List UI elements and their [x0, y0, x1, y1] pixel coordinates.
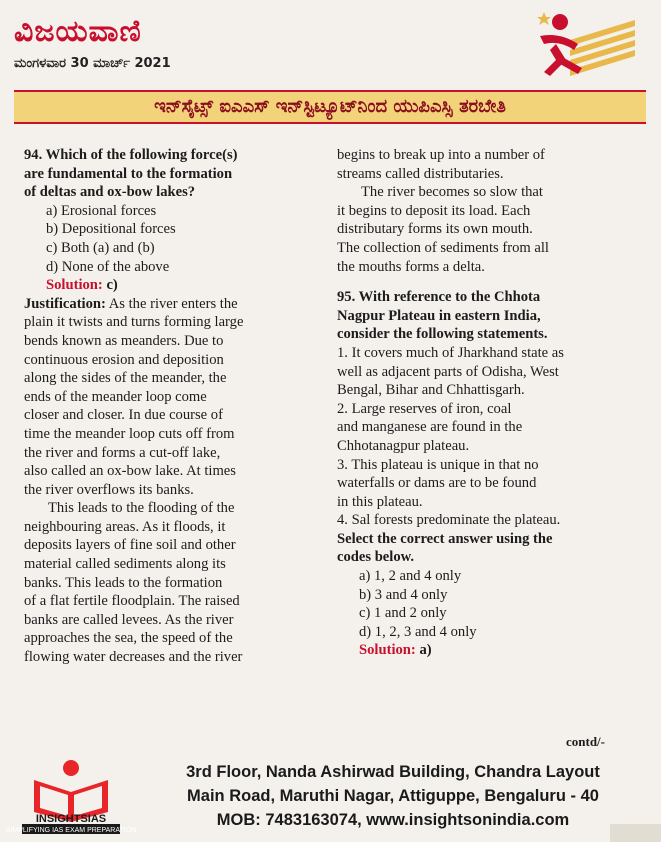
- q95-option: b) 3 and 4 only: [359, 586, 448, 603]
- contact-address: 3rd Floor, Nanda Ashirwad Building, Chandra Layout Main Road, Maruthi Nagar, Attiguppe, Bengaluru - 40 MOB: 7483163074, www.insightsonindia.com: [186, 763, 600, 829]
- footer-advert: [0, 752, 661, 842]
- q95-statement: 2. Large reserves of iron, coal and manganese are found in the Chhotanagpur plateau.: [337, 400, 523, 454]
- q94-paragraph-2: This leads to the flooding of the neighbouring areas. As it floods, it deposits layers of fine soil and other material called sediments along its banks. This leads to the formation of a flat fertile floodplain. The raised banks are called levees. As the river approaches the sea, the speed of the flowing water decreases and the river: [24, 500, 243, 666]
- q94-option: d) None of the above: [46, 258, 170, 275]
- q95-option: a) 1, 2 and 4 only: [359, 568, 462, 585]
- q94-question: 94. Which of the following force(s) are fundamental to the formation of deltas and ox-bow lakes?: [24, 147, 238, 201]
- left-column: [24, 146, 320, 667]
- q95-statement: 4. Sal forests predominate the plateau.: [337, 512, 561, 529]
- q95-options: [337, 567, 637, 641]
- banner-text: ಇನ್‌ಸೈಟ್ಸ್ ಐಎಎಸ್ ಇನ್‌ಸ್ಟಿಟ್ಯೂಟ್‌ನಿಂದ ಯುಪಿಎಸ್ಸಿ ತರಬೇತಿ: [154, 96, 506, 117]
- section-banner: [14, 90, 646, 124]
- q95-solution: Solution: a): [359, 642, 432, 659]
- q95-option: c) 1 and 2 only: [359, 605, 447, 622]
- q94-solution: Solution: c): [46, 277, 118, 294]
- q95-statements: [337, 344, 637, 530]
- q94-paragraph-4: The river becomes so slow that it begins to deposit its load. Each distributary forms its own mouth. The collection of sediments from all the mouths forms a delta.: [337, 184, 549, 275]
- q95-question: 95. With reference to the Chhota Nagpur Plateau in eastern India, consider the following statements.: [337, 289, 548, 343]
- insightsias-logo-icon: [5, 758, 137, 836]
- masthead: [0, 0, 661, 88]
- justification-label: Justification:: [24, 295, 106, 312]
- newspaper-logo-icon: [530, 10, 640, 84]
- logo-text: INSIGHTSIAS: [35, 813, 107, 825]
- q95-statement: 1. It covers much of Jharkhand state as well as adjacent parts of Odisha, West Bengal, Bihar and Chhattisgarh.: [337, 344, 564, 399]
- q95-instruction: Select the correct answer using the codes below.: [337, 530, 553, 566]
- q94-option: a) Erosional forces: [46, 202, 157, 219]
- q95-option: d) 1, 2, 3 and 4 only: [359, 623, 477, 640]
- q94-paragraph-3: begins to break up into a number of streams called distributaries.: [337, 147, 545, 182]
- q94-option: b) Depositional forces: [46, 221, 176, 238]
- issue-date: ಮಂಗಳವಾರ 30 ಮಾರ್ಚ್ 2021: [14, 56, 171, 71]
- q94-option: c) Both (a) and (b): [46, 239, 155, 256]
- page-corner-strip: [610, 824, 661, 842]
- continued-marker: contd/-: [566, 734, 605, 749]
- newspaper-title: ವಿಜಯವಾಣಿ: [14, 14, 142, 49]
- q95-statement: 3. This plateau is unique in that no waterfalls or dams are to be found in this plateau.: [337, 456, 539, 510]
- q94-options: [24, 202, 320, 276]
- q94-justification: Justification: As the river enters the plain it twists and turns forming large bends known as meanders. Due to continuous erosion and deposition along the sides of the meander, the ends of the meander loop come closer and closer. In due course of time the meander loop cuts off from the river and forms a cut-off lake, also called an ox-bow lake. At times the river overflows its banks.: [24, 295, 244, 498]
- logo-tagline: SIMPLIFYING IAS EXAM PREPARATION: [5, 827, 137, 834]
- right-column: [337, 146, 637, 660]
